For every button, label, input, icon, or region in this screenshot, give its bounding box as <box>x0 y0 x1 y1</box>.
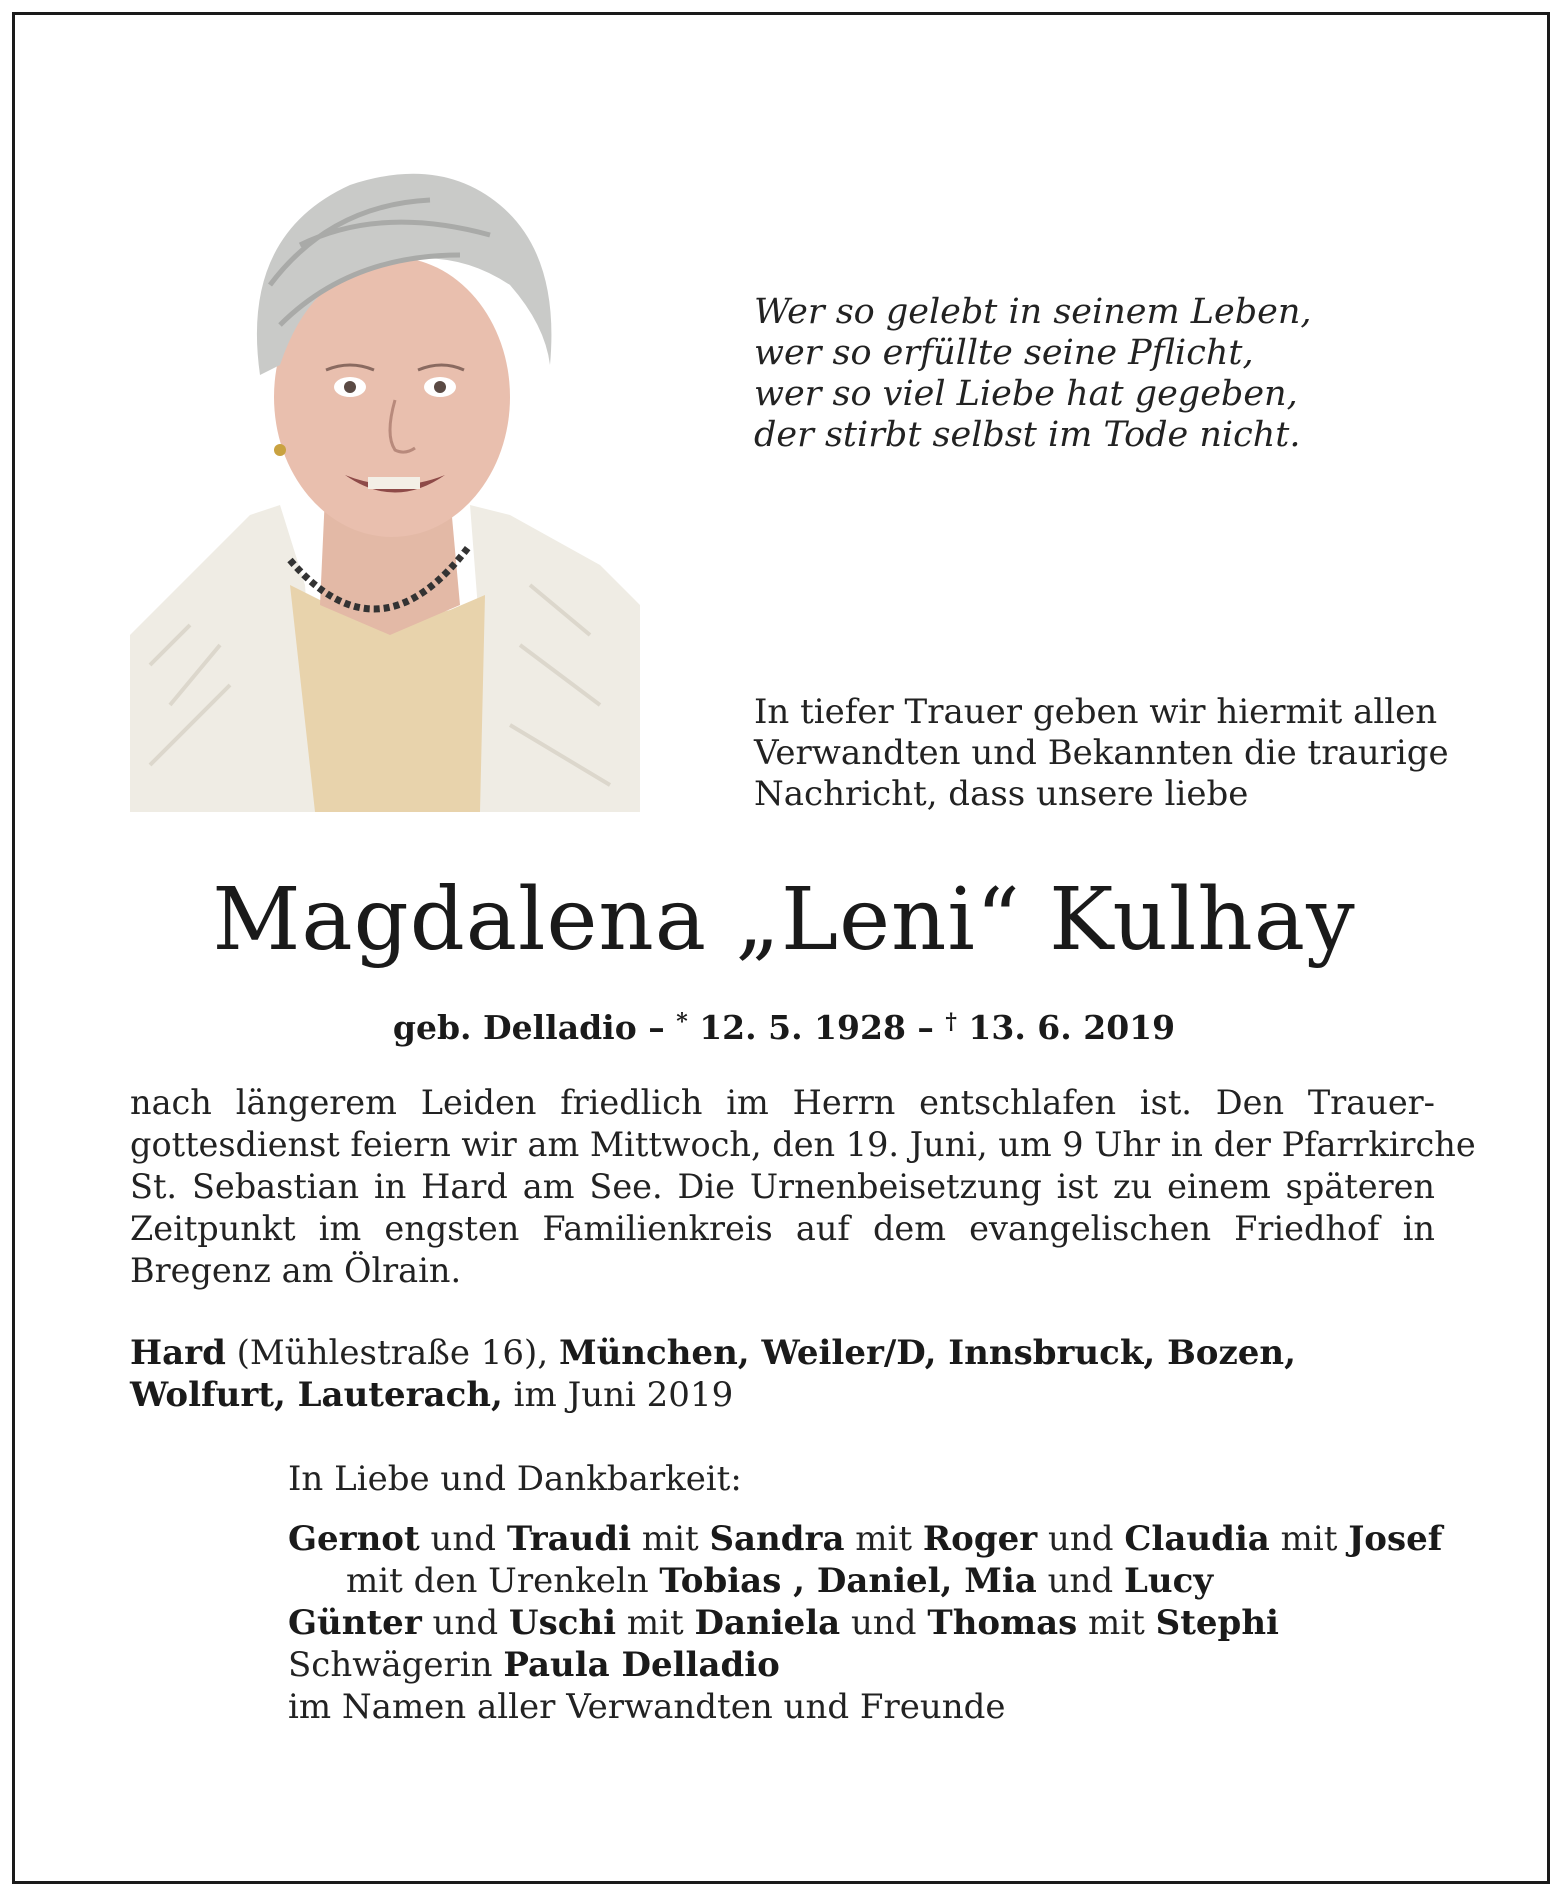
mourner-line <box>288 1602 1488 1644</box>
verse-line: wer so erfüllte seine Pflicht, <box>754 333 1254 373</box>
mourner-line <box>288 1644 1488 1686</box>
funeral-details <box>130 1082 1476 1292</box>
place-hard: Hard <box>130 1333 226 1373</box>
mourners-list <box>288 1458 1488 1728</box>
notice-date: im Juni 2019 <box>502 1375 734 1415</box>
mourner-name: Josef <box>1348 1519 1443 1559</box>
death-date: 13. 6. 2019 <box>968 1008 1176 1047</box>
mourner-name: Stephi <box>1155 1603 1279 1643</box>
mourner-line <box>288 1518 1488 1560</box>
birth-symbol: * <box>676 1009 688 1035</box>
memorial-verse <box>754 292 1394 456</box>
body-line: Zeitpunkt im engsten Familienkreis auf dem evangelischen Friedhof in <box>130 1209 1435 1248</box>
verse-line: der stirbt selbst im Tode nicht. <box>754 415 1301 455</box>
birth-date: 12. 5. 1928 <box>699 1008 906 1047</box>
date-separator: – <box>636 1008 677 1047</box>
mourner-name: Paula Delladio <box>503 1645 780 1685</box>
intro-line: In tiefer Trauer geben wir hiermit allen <box>754 692 1438 732</box>
mourners-closing: im Namen aller Verwandten und Freunde <box>288 1687 1006 1727</box>
body-line: gottesdienst feiern wir am Mittwoch, den 19. Juni, um 9 Uhr in der Pfarrkirche <box>130 1125 1476 1164</box>
mourner-name: Roger <box>922 1519 1038 1559</box>
mourner-connector: mit <box>1077 1603 1156 1643</box>
mourner-connector: mit <box>1269 1519 1349 1559</box>
verse-line: wer so viel Liebe hat gegeben, <box>754 374 1298 414</box>
mourner-line <box>288 1560 1488 1602</box>
date-separator: – <box>905 1008 946 1047</box>
mourner-name: Traudi <box>506 1519 632 1559</box>
mourner-connector: und <box>421 1603 509 1643</box>
hard-address: (Mühlestraße 16), <box>225 1333 559 1373</box>
mourner-connector: mit den Urenkeln <box>346 1561 660 1601</box>
places-cities: Wolfurt, Lauterach, <box>130 1375 503 1415</box>
mourner-name: Tobias , Daniel, Mia <box>659 1561 1037 1601</box>
portrait-illustration <box>130 165 640 812</box>
mourner-connector: und <box>1036 1561 1124 1601</box>
mourner-connector: mit <box>631 1519 710 1559</box>
intro-line: Verwandten und Bekannten die traurige <box>754 733 1449 773</box>
deceased-name: Magdalena „Leni“ Kulhay <box>212 870 1356 970</box>
mourners-heading: In Liebe und Dankbarkeit: <box>288 1459 742 1499</box>
body-line: nach längerem Leiden friedlich im Herrn entschlafen ist. Den Trauer- <box>130 1083 1435 1122</box>
mourner-name: Lucy <box>1124 1561 1214 1601</box>
intro-line: Nachricht, dass unsere liebe <box>754 774 1249 814</box>
body-line: Bregenz am Ölrain. <box>130 1251 462 1290</box>
places-and-date <box>130 1332 1450 1416</box>
verse-line: Wer so gelebt in seinem Leben, <box>754 292 1312 332</box>
portrait-photo <box>130 165 640 812</box>
mourner-name: Gernot <box>288 1519 420 1559</box>
mourner-name: Claudia <box>1124 1519 1270 1559</box>
places-cities: München, Weiler/D, Innsbruck, Bozen, <box>558 1333 1296 1373</box>
announcement-intro <box>754 692 1474 815</box>
mourner-name: Thomas <box>927 1603 1078 1643</box>
death-symbol: † <box>945 1009 957 1035</box>
mourner-connector: mit <box>844 1519 923 1559</box>
mourner-connector: Schwägerin <box>288 1645 504 1685</box>
mourner-connector: und <box>840 1603 928 1643</box>
mourner-connector: und <box>1037 1519 1125 1559</box>
mourner-name: Daniela <box>694 1603 841 1643</box>
mourner-connector: und <box>419 1519 507 1559</box>
mourner-name: Uschi <box>508 1603 617 1643</box>
body-line: St. Sebastian in Hard am See. Die Urnenbeisetzung ist zu einem späteren <box>130 1167 1435 1206</box>
life-dates <box>0 998 1568 1050</box>
born-name: geb. Delladio <box>392 1008 637 1047</box>
mourner-name: Günter <box>288 1603 422 1643</box>
mourner-connector: mit <box>616 1603 695 1643</box>
mourner-name: Sandra <box>709 1519 845 1559</box>
